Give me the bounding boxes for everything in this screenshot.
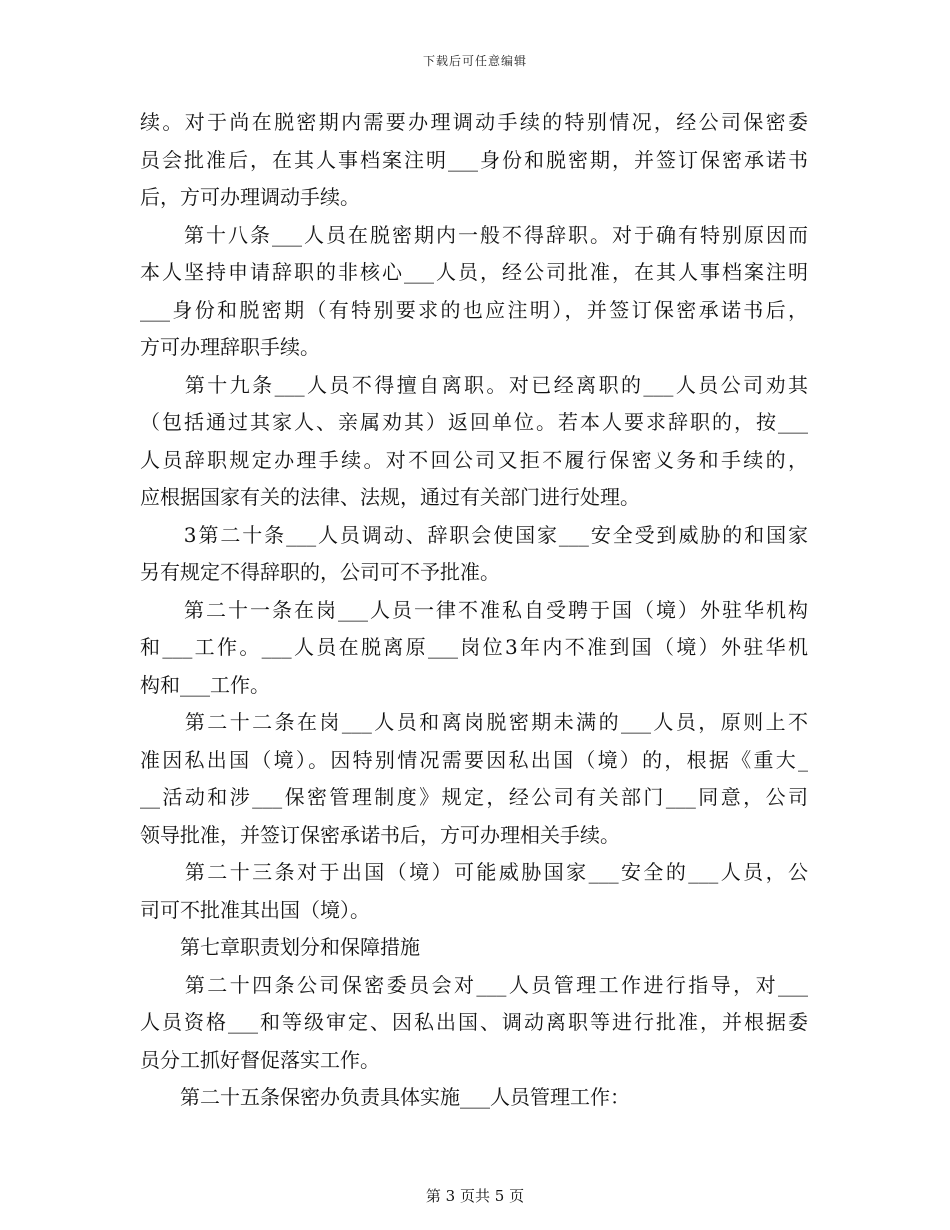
text-line: 员会批准后，在其人事档案注明___身份和脱密期，并签订保密承诺书 [140, 147, 808, 172]
text-line: 后，方可办理调动手续。 [140, 185, 360, 209]
text-line: ___身份和脱密期（有特别要求的也应注明），并签订保密承诺书后， [140, 297, 808, 322]
page-header: 下载后可任意编辑 [422, 54, 527, 68]
text-line: 司可不批准其出国（境）。 [140, 897, 370, 922]
text-line: 准因私出国（境）。因特别情况需要因私出国（境）的，根据《重大_ [140, 747, 808, 772]
text-line: 第七章职责划分和保障措施 [140, 935, 420, 959]
text-line: 应根据国家有关的法律、法规，通过有关部门进行处理。 [140, 485, 640, 509]
page-footer: 第 3 页共 5 页 [425, 1187, 525, 1205]
text-line: 另有规定不得辞职的，公司可不予批准。 [140, 560, 500, 584]
text-line: 第二十五条保密办负责具体实施___人员管理工作： [140, 1085, 630, 1109]
text-line: 续。对于尚在脱密期内需要办理调动手续的特别情况，经公司保密委 [140, 110, 808, 134]
text-line: __活动和涉___保密管理制度》规定，经公司有关部门___同意，公司 [140, 785, 808, 809]
text-line: 人员资格___和等级审定、因私出国、调动离职等进行批准，并根据委 [140, 1010, 808, 1034]
text-line: 第二十四条公司保密委员会对___人员管理工作进行指导，对___ [140, 972, 808, 997]
text-line: 和___工作。___人员在脱离原___岗位3年内不准到国（境）外驻华机 [140, 635, 808, 659]
text-line: 员分工抓好督促落实工作。 [140, 1047, 380, 1072]
text-line: 第二十二条在岗___人员和离岗脱密期未满的___人员，原则上不 [140, 710, 808, 734]
text-line: 第二十一条在岗___人员一律不准私自受聘于国（境）外驻华机构 [140, 597, 808, 622]
text-line: 第十八条___人员在脱密期内一般不得辞职。对于确有特别原因而 [140, 222, 808, 247]
text-line: 构和___工作。 [140, 672, 270, 697]
text-line: 第二十三条对于出国（境）可能威胁国家___安全的___人员，公 [140, 860, 808, 884]
text-line: （包括通过其家人、亲属劝其）返回单位。若本人要求辞职的，按___ [140, 410, 808, 434]
text-line: 方可办理辞职手续。 [140, 335, 320, 359]
text-line: 领导批准，并签订保密承诺书后，方可办理相关手续。 [140, 822, 620, 847]
text-line: 本人坚持申请辞职的非核心___人员，经公司批准，在其人事档案注明 [140, 260, 808, 284]
text-line: 人员辞职规定办理手续。对不回公司又拒不履行保密义务和手续的， [140, 447, 808, 472]
text-line: 第十九条___人员不得擅自离职。对已经离职的___人员公司劝其 [140, 372, 808, 397]
document-body [140, 104, 808, 1117]
text-line: 3第二十条___人员调动、辞职会使国家___安全受到威胁的和国家 [140, 522, 808, 547]
